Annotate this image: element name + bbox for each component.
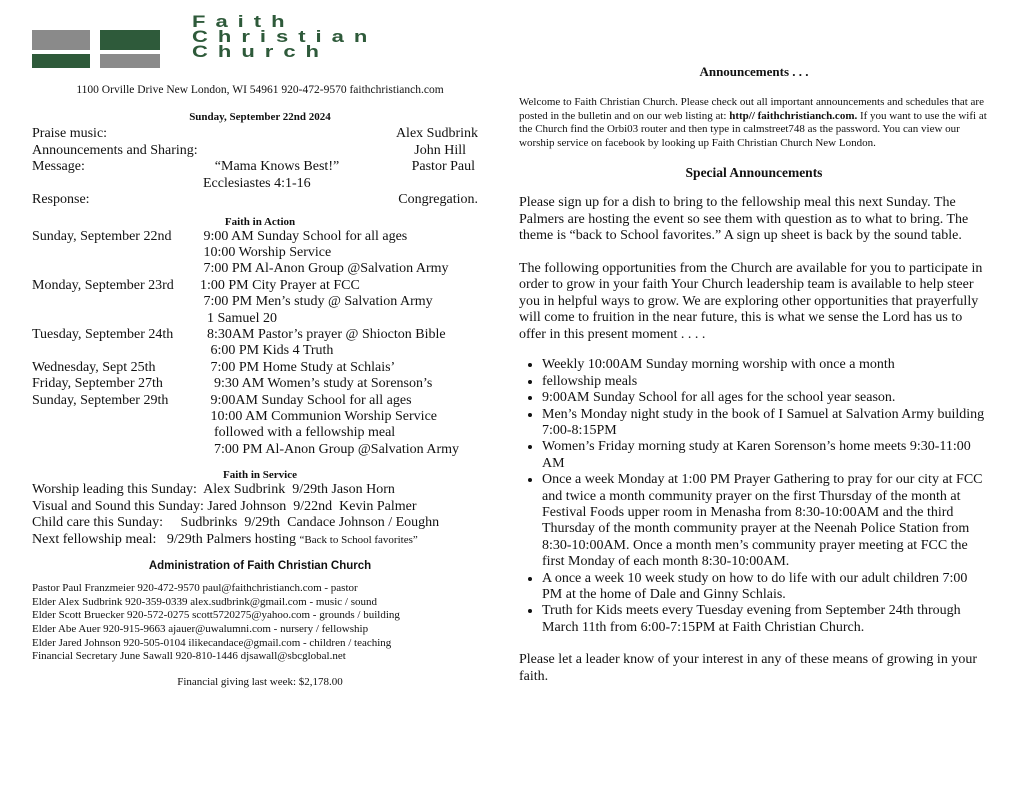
service-date: Sunday, September 22nd 2024 — [189, 111, 331, 123]
admin-line: Elder Jared Johnson 920-505-0104 ilikecandace@gmail.com - children / teaching — [32, 636, 392, 649]
service-text: Next fellowship meal: 9/29th Palmers hosting — [32, 531, 300, 547]
schedule-event: 10:00 Worship Service — [200, 244, 332, 260]
special-announcements-title: Special Announcements — [685, 165, 823, 181]
schedule-row — [32, 425, 488, 441]
opportunity-item: • Once a week Monday at 1:00 PM Prayer Gathering to pray for our city at FCC and twice a month community prayer on the first Thursday of the month at Festival Foods upper room in Menasha from 8:30-10:00AM and the third Thursday of the month community prayer at the Neenah Police Station from 8:30-10:00AM. Once a month men’s community prayer meeting at FCC the first Monday of each month 8:30-10:00AM. — [542, 472, 989, 570]
schedule-event: 9:00 AM Sunday School for all ages — [200, 228, 408, 244]
schedule-day: Wednesday, Sept 25th — [32, 359, 156, 375]
schedule-row — [32, 343, 488, 359]
schedule-row — [32, 245, 488, 261]
order-of-service — [32, 126, 488, 209]
schedule-row — [32, 278, 488, 294]
order-row — [32, 126, 488, 143]
admin-line: Elder Alex Sudbrink 920-359-0339 alex.sudbrink@gmail.com - music / sound — [32, 595, 377, 608]
schedule-day — [32, 311, 200, 327]
schedule-event: 7:00 PM Al-Anon Group @Salvation Army — [200, 441, 460, 457]
order-person — [363, 176, 488, 193]
schedule-event: 6:00 PM Kids 4 Truth — [200, 343, 334, 359]
welcome-text — [519, 96, 989, 150]
left-column — [32, 11, 488, 688]
order-detail: “Mama Knows Best!” — [214, 159, 340, 174]
schedule-event: 7:00 PM Al-Anon Group @Salvation Army — [200, 261, 449, 277]
schedule-day: Tuesday, September 24th — [32, 326, 174, 342]
opportunity-item: • Truth for Kids meets every Tuesday evening from September 24th through March 11th from 6:00-7:15PM at Faith Christian Church. — [542, 603, 989, 636]
opportunity-item: • A once a week 10 week study on how to do life with our adult children 7:00 PM at the home of Dale and Ginny Schlais. — [542, 571, 989, 604]
order-detail — [197, 143, 357, 160]
schedule-day: Friday, September 27th — [32, 376, 163, 392]
order-detail — [197, 126, 357, 143]
order-role: Announcements and Sharing: — [32, 142, 198, 158]
church-address: 1100 Orville Drive New London, WI 54961 920-472-9570 faithchristianch.com — [76, 84, 444, 96]
announcements-title: Announcements . . . — [699, 64, 809, 79]
welcome-text-b: If you want to use the wifi at the Church find the Orbi03 router and then type in calmstreet748 as the password. You can view our worship service on facebook by looking up Faith Christian Church New London. — [519, 109, 987, 149]
logo-line-church: Church — [192, 41, 329, 61]
schedule-day — [32, 409, 200, 425]
opportunities-intro: The following opportunities from the Church are available for you to participate in order to grow in your faith Your Church leadership team is available to help steer you in helpful ways to grow. We are exploring other opportunities that prayerfully will come to fruition in the near future, this is what we sense the Lord has us to offer in this present moment . . . . — [519, 260, 983, 342]
schedule-event: 1:00 PM City Prayer at FCC — [200, 277, 360, 293]
fellowship-meal-paragraph: Please sign up for a dish to bring to the fellowship meal this next Sunday. The Palmers are hosting the event so see them with question as to what to bring. The theme is “back to School favorites.” A sign up sheet is back by the sound table. — [519, 195, 969, 244]
order-detail: Ecclesiastes 4:1-16 — [203, 175, 311, 191]
admin-line: Financial Secretary June Sawall 920-810-1446 djsawall@sbcglobal.net — [32, 650, 346, 663]
schedule-row — [32, 442, 488, 458]
financial-giving: Financial giving last week: $2,178.00 — [177, 675, 343, 688]
order-row — [32, 159, 488, 176]
schedule-day — [32, 343, 200, 359]
service-row — [32, 532, 488, 549]
order-row — [32, 143, 488, 160]
service-row — [32, 482, 488, 499]
schedule-day: Sunday, September 29th — [32, 392, 169, 408]
order-person: John Hill — [414, 142, 466, 158]
order-role: Response: — [32, 192, 90, 207]
schedule-event: 7:00 PM Men’s study @ Salvation Army — [200, 294, 433, 310]
schedule-day: Sunday, September 22nd — [32, 228, 172, 244]
closing-paragraph: Please let a leader know of your interest in any of these means of growing in your faith. — [519, 652, 977, 684]
faith-in-service-title: Faith in Service — [223, 469, 297, 482]
schedule-row — [32, 311, 488, 327]
church-logo — [32, 11, 488, 80]
order-role: Message: — [32, 159, 85, 174]
schedule-row — [32, 409, 488, 425]
order-person: Alex Sudbrink — [395, 126, 478, 141]
schedule-event: 9:00AM Sunday School for all ages — [200, 392, 412, 408]
logo-wordmark — [192, 11, 378, 61]
service-text: Worship leading this Sunday: Alex Sudbrink 9/29th Jason Horn — [32, 482, 395, 498]
service-row — [32, 499, 488, 516]
logo-line-christian: Christian — [192, 26, 378, 46]
order-detail — [197, 192, 357, 209]
schedule-event: 8:30AM Pastor’s prayer @ Shiocton Bible — [200, 326, 446, 342]
schedule-row — [32, 261, 488, 277]
opportunity-item: • Weekly 10:00AM Sunday morning worship with once a month — [542, 357, 989, 373]
order-row — [32, 192, 488, 209]
service-assignments — [32, 482, 488, 548]
opportunity-item: • fellowship meals — [542, 374, 989, 390]
admin-line: Elder Abe Auer 920-915-9663 ajauer@uwalumni.com - nursery / fellowship — [32, 622, 369, 635]
schedule-day — [32, 425, 200, 441]
opportunity-item: • Men’s Monday night study in the book of I Samuel at Salvation Army building 7:00-8:15PM — [542, 407, 989, 440]
order-row — [32, 176, 488, 193]
schedule-event: 1 Samuel 20 — [200, 310, 277, 326]
schedule-row — [32, 294, 488, 310]
admin-line: Elder Scott Bruecker 920-572-0275 scott5720275@yahoo.com - grounds / building — [32, 609, 400, 622]
schedule-day — [32, 245, 200, 261]
order-person: Congregation. — [398, 192, 478, 207]
schedule-event: followed with a fellowship meal — [200, 425, 396, 441]
service-row — [32, 515, 488, 532]
schedule-day — [32, 261, 200, 277]
schedule-event: 10:00 AM Communion Worship Service — [200, 408, 438, 424]
schedule-day — [32, 442, 200, 458]
order-person: Pastor Paul — [411, 159, 475, 174]
opportunity-item: • Women’s Friday morning study at Karen Sorenson’s home meets 9:30-11:00 AM — [542, 439, 989, 472]
logo-line-faith: Faith — [192, 11, 295, 31]
schedule-row — [32, 360, 488, 376]
opportunities-list — [519, 357, 989, 636]
service-text: Child care this Sunday: Sudbrinks 9/29th Candace Johnson / Eoughn — [32, 515, 440, 531]
order-role — [32, 176, 197, 193]
website-link[interactable]: http// faithchristianch.com. — [729, 109, 858, 122]
weekly-schedule — [32, 229, 488, 459]
service-note: “Back to School favorites” — [299, 533, 418, 546]
faith-in-action-title: Faith in Action — [224, 215, 296, 228]
schedule-event: 9:30 AM Women’s study at Sorenson’s — [200, 376, 433, 392]
schedule-row — [32, 327, 488, 343]
service-text: Visual and Sound this Sunday: Jared Johnson 9/22nd Kevin Palmer — [32, 498, 417, 514]
schedule-day — [32, 294, 200, 310]
right-column — [519, 64, 989, 685]
schedule-row — [32, 229, 488, 245]
opportunity-item: • 9:00AM Sunday School for all ages for the school year season. — [542, 390, 989, 406]
schedule-event: 7:00 PM Home Study at Schlais’ — [200, 359, 396, 375]
welcome-text-a: Welcome to Faith Christian Church. Please check out all important announcements and schedules that are posted in the bulletin and on our web listing at: — [519, 96, 984, 122]
order-role: Praise music: — [32, 126, 108, 141]
logo-mark-icon — [32, 26, 160, 74]
administration-list — [32, 582, 488, 664]
admin-line: Pastor Paul Franzmeier 920-472-9570 paul@faithchristianch.com - pastor — [32, 582, 358, 595]
administration-title: Administration of Faith Christian Church — [148, 560, 372, 573]
schedule-day: Monday, September 23rd — [32, 277, 174, 293]
schedule-row — [32, 393, 488, 409]
schedule-row — [32, 376, 488, 392]
